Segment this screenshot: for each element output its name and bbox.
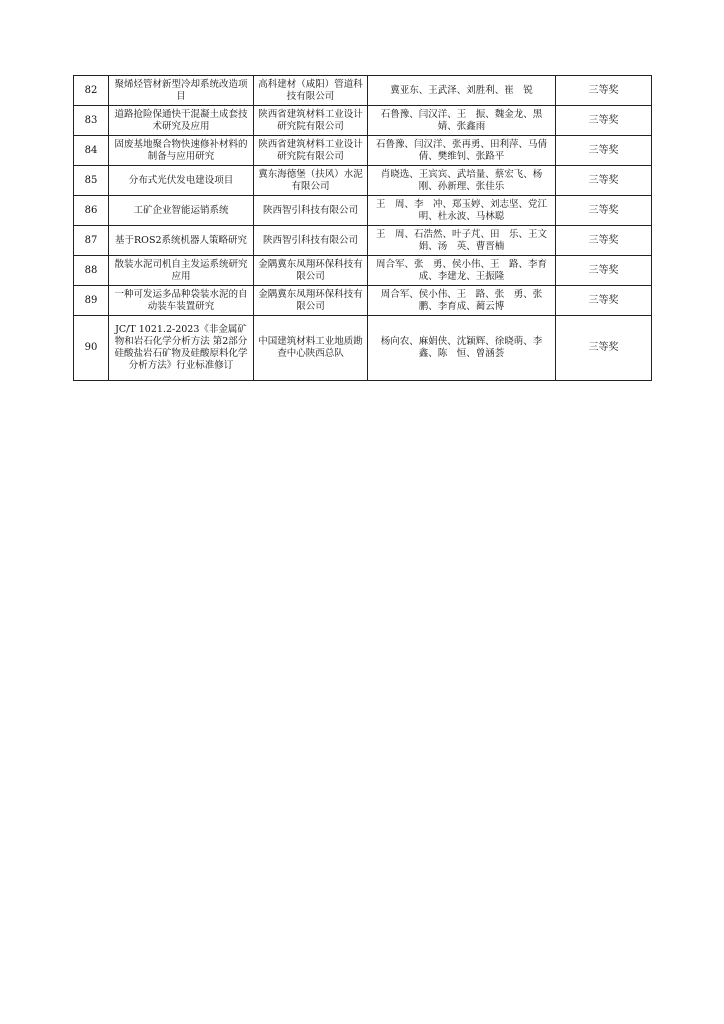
- project-name-cell: 固废基地聚合物快速修补材料的制备与应用研究: [109, 136, 254, 166]
- company-cell: 陕西省建筑材料工业设计研究院有限公司: [254, 106, 368, 136]
- company-cell: 金隅冀东凤翔环保科技有限公司: [254, 286, 368, 316]
- project-name-cell: 分布式光伏发电建设项目: [109, 166, 254, 196]
- company-cell: 陕西智引科技有限公司: [254, 226, 368, 256]
- contributors-cell: 周合军、侯小伟、王 路、张 勇、张 鹏、李育成、蔺云博: [368, 286, 556, 316]
- table-row: [74, 196, 652, 226]
- row-number-cell: 83: [74, 106, 109, 136]
- contributors-cell: 周合军、张 勇、侯小伟、王 路、李育成、李建龙、王振隆: [368, 256, 556, 286]
- company-cell: 陕西智引科技有限公司: [254, 196, 368, 226]
- table-row: [74, 316, 652, 381]
- table-row: [74, 286, 652, 316]
- contributors-cell: 冀亚东、王武泽、刘胜利、崔 锐: [368, 76, 556, 106]
- company-cell: 高科建材（咸阳）管道科技有限公司: [254, 76, 368, 106]
- project-name-cell: 道路抢险保通快干混凝土成套技术研究及应用: [109, 106, 254, 136]
- table-row: [74, 256, 652, 286]
- company-cell: 金隅冀东凤翔环保科技有限公司: [254, 256, 368, 286]
- row-number-cell: 87: [74, 226, 109, 256]
- row-number-cell: 89: [74, 286, 109, 316]
- row-number-cell: 88: [74, 256, 109, 286]
- award-level-cell: 三等奖: [556, 136, 652, 166]
- row-number-cell: 85: [74, 166, 109, 196]
- table-row: [74, 166, 652, 196]
- table-row: [74, 226, 652, 256]
- row-number-cell: 90: [74, 316, 109, 381]
- contributors-cell: 杨向农、麻娟侠、沈颖辉、徐晓萌、李 鑫、陈 恒、曾涵荟: [368, 316, 556, 381]
- project-name-cell: 工矿企业智能运销系统: [109, 196, 254, 226]
- row-number-cell: 82: [74, 76, 109, 106]
- award-level-cell: 三等奖: [556, 316, 652, 381]
- row-number-cell: 86: [74, 196, 109, 226]
- project-name-cell: 散装水泥司机自主发运系统研究应用: [109, 256, 254, 286]
- award-level-cell: 三等奖: [556, 196, 652, 226]
- project-name-cell: 聚烯烃管材新型冷却系统改造项目: [109, 76, 254, 106]
- award-level-cell: 三等奖: [556, 286, 652, 316]
- project-name-cell: 基于ROS2系统机器人策略研究: [109, 226, 254, 256]
- contributors-cell: 王 周、李 冲、郑玉婷、刘志坚、党江明、杜永波、马林聪: [368, 196, 556, 226]
- table-row: [74, 136, 652, 166]
- award-level-cell: 三等奖: [556, 166, 652, 196]
- company-cell: 冀东海德堡（扶风）水泥有限公司: [254, 166, 368, 196]
- project-name-cell: JC/T 1021.2-2023《非金属矿物和岩石化学分析方法 第2部分 硅酸盐岩石矿物及硅酸原料化学分析方法》行业标准修订: [109, 316, 254, 381]
- table-row: [74, 76, 652, 106]
- award-level-cell: 三等奖: [556, 106, 652, 136]
- row-number-cell: 84: [74, 136, 109, 166]
- award-table: [73, 75, 652, 381]
- company-cell: 陕西省建筑材料工业设计研究院有限公司: [254, 136, 368, 166]
- table-row: [74, 106, 652, 136]
- contributors-cell: 石鲁豫、闫汉洋、王 振、魏金龙、黑 婧、张鑫雨: [368, 106, 556, 136]
- award-level-cell: 三等奖: [556, 256, 652, 286]
- company-cell: 中国建筑材料工业地质勘查中心陕西总队: [254, 316, 368, 381]
- project-name-cell: 一种可发运多品种袋装水泥的自动装车装置研究: [109, 286, 254, 316]
- award-level-cell: 三等奖: [556, 76, 652, 106]
- contributors-cell: 王 周、石浩然、叶子芃、田 乐、王文娟、汤 英、曹晋楠: [368, 226, 556, 256]
- contributors-cell: 石鲁豫、闫汉洋、张再勇、田利萍、马倩倩、樊维钊、张路平: [368, 136, 556, 166]
- contributors-cell: 肖晓选、王宾宾、武培量、蔡宏飞、杨 刚、孙新理、张佳乐: [368, 166, 556, 196]
- award-level-cell: 三等奖: [556, 226, 652, 256]
